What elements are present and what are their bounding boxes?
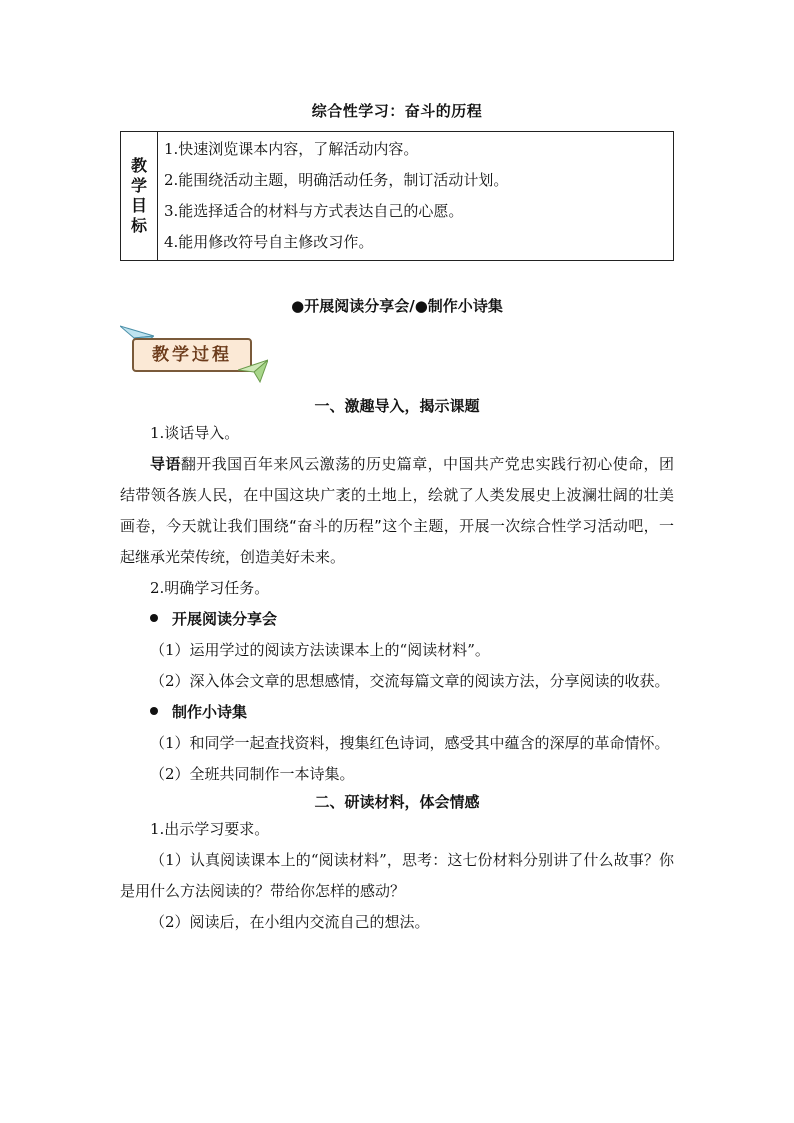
guide-paragraph (120, 449, 674, 573)
goals-label-char: 标 (130, 216, 147, 235)
goals-label-char: 学 (130, 176, 147, 195)
goals-label-char: 目 (130, 196, 147, 215)
section-heading: 二、研读材料，体会情感 (314, 793, 480, 811)
bullet-heading-text: 制作小诗集 (172, 703, 248, 721)
section-heading: 一、激趣导入，揭示课题 (314, 397, 480, 415)
goals-list (158, 132, 674, 261)
task-item: （2）全班共同制作一本诗集。 (150, 765, 355, 783)
page-title: 综合性学习：奋斗的历程 (311, 102, 483, 120)
task-item: （1）运用学过的阅读方法读课本上的“阅读材料”。 (150, 641, 490, 659)
goal-item: 3.能选择适合的材料与方式表达自己的心愿。 (164, 202, 464, 220)
badge-label: 教学过程 (132, 338, 252, 372)
bullet-heading (120, 604, 674, 635)
guide-text: 翻开我国百年来风云激荡的历史篇章，中国共产党忠实践行初心使命，团结带领各族人民，在中国这块广袤的土地上，绘就了人类发展史上波澜壮阔的壮美画卷，今天就让我们围绕“奋斗的历程”这个主题，开展一次综合性学习活动吧，一起继承光荣传统，创造美好未来。 (120, 455, 674, 566)
bullet-heading-text: 开展阅读分享会 (172, 610, 278, 628)
goals-label (121, 132, 158, 261)
goals-label-char: 教 (130, 156, 147, 175)
goal-item: 2.能围绕活动主题，明确活动任务，制订活动计划。 (164, 171, 509, 189)
goal-item: 4.能用修改符号自主修改习作。 (164, 233, 374, 251)
task-item: （2）阅读后，在小组内交流自己的想法。 (150, 913, 430, 931)
goal-item: 1.快速浏览课本内容，了解活动内容。 (164, 140, 419, 158)
step-text: 1.谈话导入。 (150, 424, 240, 442)
paper-plane-icon (238, 358, 268, 384)
guide-tag: 导语 (150, 455, 181, 473)
teaching-process-badge (120, 324, 674, 386)
task-item: （1）认真阅读课本上的“阅读材料”，思考：这七份材料分别讲了什么故事？你是用什么方法阅读的？带给你怎样的感动？ (120, 851, 674, 900)
teaching-goals-table (120, 131, 674, 261)
task-item: （2）深入体会文章的思想感情，交流每篇文章的阅读方法，分享阅读的收获。 (150, 672, 670, 690)
step-text: 1.出示学习要求。 (150, 820, 270, 838)
bullet-heading (120, 697, 674, 728)
bullet-dot-icon (150, 614, 158, 622)
document-page (120, 100, 674, 938)
activities-line: ●开展阅读分享会/●制作小诗集 (291, 297, 503, 315)
step-text: 2.明确学习任务。 (150, 579, 270, 597)
task-item: （1）和同学一起查找资料，搜集红色诗词，感受其中蕴含的深厚的革命情怀。 (150, 734, 670, 752)
bullet-dot-icon (150, 707, 158, 715)
